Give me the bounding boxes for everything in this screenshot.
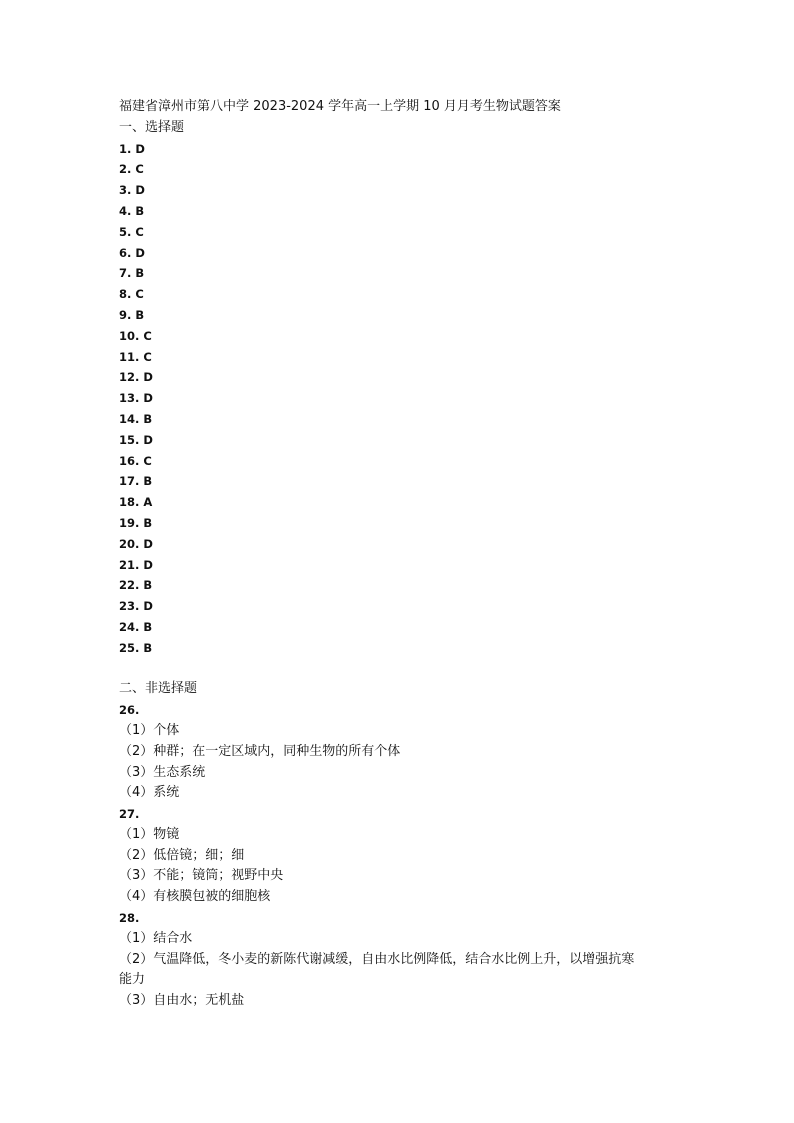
choice-answer-item: 5. C xyxy=(119,224,144,239)
choice-answer-item: 14. B xyxy=(119,411,153,426)
question-answer-item: （4）有核膜包被的细胞核 xyxy=(119,889,271,905)
choice-answer-item: 21. D xyxy=(119,557,153,572)
section-heading-nonchoice: 二、非选择题 xyxy=(119,681,198,697)
question-number: 27. xyxy=(119,807,140,822)
choice-answer-item: 3. D xyxy=(119,183,145,198)
question-answer-item: （2）低倍镜；细；细 xyxy=(119,847,245,863)
choice-answer-item: 11. C xyxy=(119,349,152,364)
choice-answer-item: 4. B xyxy=(119,203,145,218)
nonchoice-answer-list xyxy=(119,700,699,1012)
choice-answer-item: 1. D xyxy=(119,141,145,156)
section-heading-choice: 一、选择题 xyxy=(119,119,185,135)
question-number: 28. xyxy=(119,911,140,926)
spacer xyxy=(119,659,699,680)
choice-answer-item: 8. C xyxy=(119,287,144,302)
choice-answer-item: 18. A xyxy=(119,495,153,510)
choice-answer-item: 13. D xyxy=(119,391,153,406)
question-answer-item: （1）个体 xyxy=(119,722,180,738)
question-answer-item: 能力 xyxy=(119,972,146,988)
question-number: 26. xyxy=(119,703,140,718)
question-answer-item: （2）气温降低，冬小麦的新陈代谢减缓，自由水比例降低，结合水比例上升，以增强抗寒 xyxy=(119,951,635,967)
choice-answer-item: 7. B xyxy=(119,266,145,281)
document-title: 福建省漳州市第八中学 2023-2024 学年高一上学期 10 月月考生物试题答案 xyxy=(119,99,561,114)
choice-answer-item: 15. D xyxy=(119,432,153,447)
question-answer-item: （2）种群；在一定区域内，同种生物的所有个体 xyxy=(119,743,401,759)
choice-answer-item: 2. C xyxy=(119,162,144,177)
choice-answer-list xyxy=(119,139,699,659)
question-answer-item: （3）不能；镜筒；视野中央 xyxy=(119,868,284,884)
question-answer-item: （3）生态系统 xyxy=(119,764,206,780)
choice-answer-item: 10. C xyxy=(119,328,152,343)
choice-answer-item: 9. B xyxy=(119,307,145,322)
choice-answer-item: 12. D xyxy=(119,370,153,385)
choice-answer-item: 17. B xyxy=(119,474,153,489)
answer-document xyxy=(119,97,699,1012)
choice-answer-item: 23. D xyxy=(119,599,153,614)
question-answer-item: （3）自由水；无机盐 xyxy=(119,993,245,1009)
choice-answer-item: 22. B xyxy=(119,578,153,593)
choice-answer-item: 19. B xyxy=(119,515,153,530)
choice-answer-item: 20. D xyxy=(119,536,153,551)
choice-answer-item: 6. D xyxy=(119,245,145,260)
choice-answer-item: 16. C xyxy=(119,453,152,468)
question-answer-item: （4）系统 xyxy=(119,785,180,801)
question-answer-item: （1）物镜 xyxy=(119,826,180,842)
choice-answer-item: 25. B xyxy=(119,640,153,655)
choice-answer-item: 24. B xyxy=(119,619,153,634)
question-answer-item: （1）结合水 xyxy=(119,930,193,946)
